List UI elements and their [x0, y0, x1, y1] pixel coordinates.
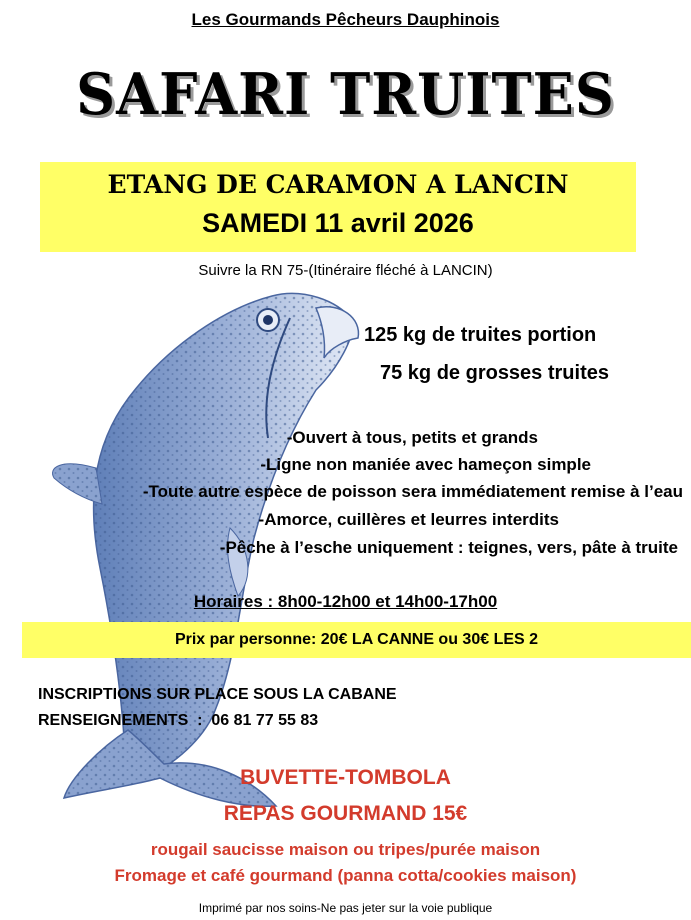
rule-item: -Toute autre espèce de poisson sera immédiatement remise à l’eau: [142, 482, 683, 501]
buvette-tombola: BUVETTE-TOMBOLA: [240, 766, 451, 789]
rule-item: -Ouvert à tous, petits et grands: [286, 428, 538, 447]
rule-item: -Ligne non maniée avec hameçon simple: [260, 455, 591, 474]
stock-large: 75 kg de grosses truites: [380, 362, 609, 384]
main-title: SAFARI TRUITES: [76, 60, 615, 128]
route-directions: Suivre la RN 75-(Itinéraire fléché à LANCIN): [198, 262, 493, 279]
repas-gourmand: REPAS GOURMAND 15€: [223, 802, 468, 825]
contact-info: RENSEIGNEMENTS : 06 81 77 55 83: [38, 712, 319, 729]
price: Prix par personne: 20€ LA CANNE ou 30€ LES 2: [174, 631, 539, 648]
trout-illustration: [40, 278, 385, 838]
menu-line-1: rougail saucisse maison ou tripes/purée maison: [150, 840, 541, 859]
inscriptions-info: INSCRIPTIONS SUR PLACE SOUS LA CABANE: [38, 686, 397, 703]
event-location: ETANG DE CARAMON A LANCIN: [107, 170, 569, 199]
rule-item: -Pêche à l’esche uniquement : teignes, vers, pâte à truite: [219, 538, 678, 557]
stock-portion: 125 kg de truites portion: [364, 324, 597, 346]
menu-line-2: Fromage et café gourmand (panna cotta/cookies maison): [114, 866, 577, 885]
footer-note: Imprimé par nos soins-Ne pas jeter sur la voie publique: [198, 901, 493, 915]
schedule: Horaires : 8h00-12h00 et 14h00-17h00: [193, 592, 498, 611]
event-date: SAMEDI 11 avril 2026: [202, 208, 474, 238]
organization-name: Les Gourmands Pêcheurs Dauphinois: [191, 10, 500, 29]
rule-item: -Amorce, cuillères et leurres interdits: [258, 510, 559, 529]
